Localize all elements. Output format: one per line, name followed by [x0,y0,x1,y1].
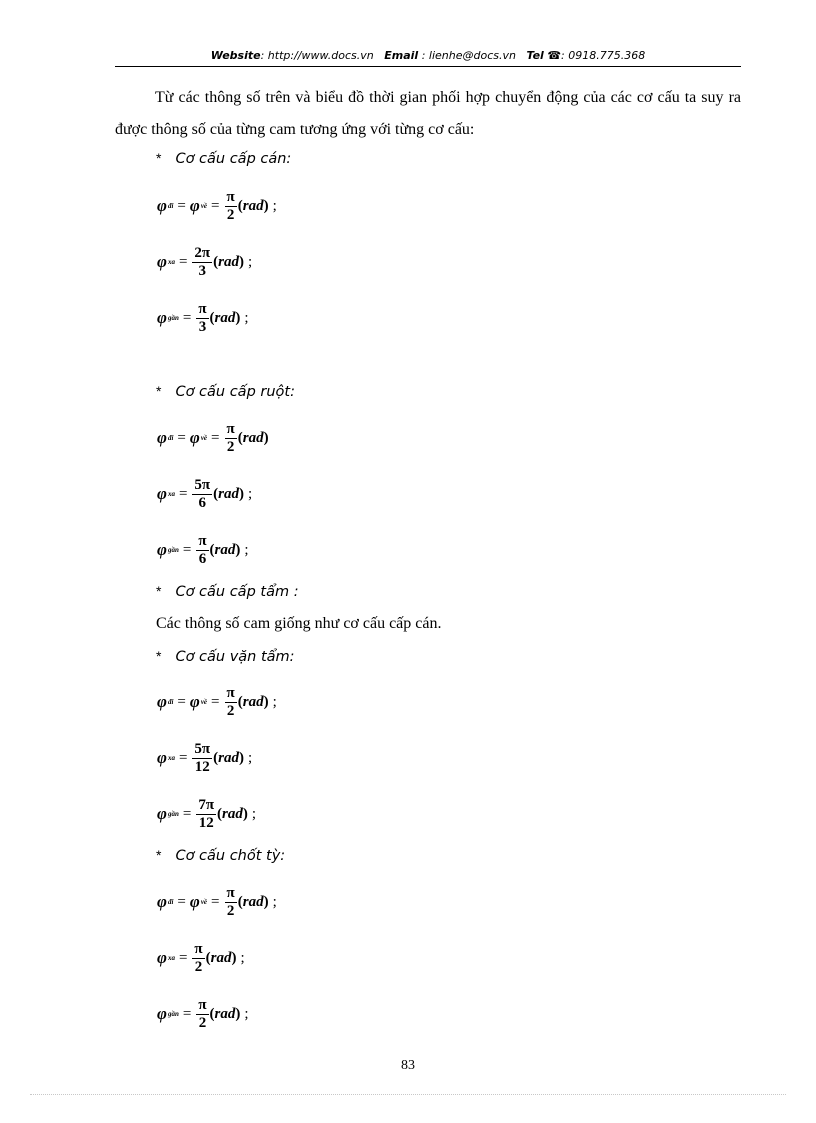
equation-cap-can-gan: φ gần = $\frac{\pi}{3}$ (rad) ; [157,300,249,335]
note-same-as-cap-can: Các thông số cam giống như cơ cấu cấp cán. [156,615,442,632]
fraction: $\frac{\pi}{3}$ [198,300,207,335]
section-heading-cap-can [156,150,291,168]
intro-paragraph: Từ các thông số trên và biểu đồ thời gian phối hợp chuyển động của các cơ cấu ta suy ra được thông số của từng cam tương ứng với từng cơ cấu: [115,89,741,138]
email-value: : lienhe@docs.vn [421,49,516,62]
fraction: $\frac{5\pi}{6}$ [194,476,211,511]
fraction: $\frac{\pi}{2}$ [226,684,235,719]
equation-chot-ty-xa: φ xa = $\frac{\pi}{2}$ (rad) ; [157,940,245,975]
fraction: $\frac{\pi}{2}$ [226,420,235,455]
fraction: $\frac{\pi}{2}$ [194,940,203,975]
tel-label: Tel [526,49,544,62]
equation-cap-can-di-ve: φ đi = φ về = $\frac{\pi}{2}$ (rad) ; [157,188,277,223]
equation-chot-ty-gan: φ gần = $\frac{\pi}{2}$ (rad) ; [157,996,249,1031]
bullet-star: * [156,150,162,166]
equation-cap-ruot-gan: φ gần = $\frac{\pi}{6}$ (rad) ; [157,532,249,567]
equation-van-tam-gan: φ gần = $\frac{7\pi}{12}$ (rad) ; [157,796,257,831]
tel-value: : 0918.775.368 [561,49,646,62]
equation-chot-ty-di-ve: φ đi = φ về = $\frac{\pi}{2}$ (rad) ; [157,884,277,919]
section-heading-van-tam: * Cơ cấu vặn tẩm: [156,648,295,665]
fraction: $\frac{\pi}{2}$ [226,188,235,223]
website-value: : http://www.docs.vn [260,49,374,62]
fraction: $\frac{\pi}{6}$ [198,532,207,567]
fraction: $\frac{2\pi}{3}$ [194,244,211,279]
phone-icon: ☎ [547,49,562,62]
section-heading-chot-ty: * Cơ cấu chốt tỳ: [156,847,286,864]
equation-cap-ruot-xa: φ xa = $\frac{5\pi}{6}$ (rad) ; [157,476,253,511]
website-label: Website [210,49,261,62]
page-bottom-divider [30,1094,786,1095]
section-heading-cap-tam: * Cơ cấu cấp tẩm : [156,583,299,600]
fraction: $\frac{\pi}{2}$ [198,996,207,1031]
equation-cap-can-xa: φ xa = $\frac{2\pi}{3}$ (rad) ; [157,244,253,279]
email-label: Email [384,49,419,62]
equation-van-tam-xa: φ xa = $\frac{5\pi}{12}$ (rad) ; [157,740,253,775]
fraction: $\frac{\pi}{2}$ [226,884,235,919]
page-number: 83 [401,1058,415,1073]
page-header [115,48,741,67]
section-label: Cơ cấu cấp cán: [175,151,292,167]
fraction: $\frac{7\pi}{12}$ [198,796,215,831]
section-heading-cap-ruot: * Cơ cấu cấp ruột: [156,383,295,400]
fraction: $\frac{5\pi}{12}$ [194,740,211,775]
equation-van-tam-di-ve: φ đi = φ về = $\frac{\pi}{2}$ (rad) ; [157,684,277,719]
equation-cap-ruot-di-ve: φ đi = φ về = $\frac{\pi}{2}$ (rad) [157,420,269,455]
